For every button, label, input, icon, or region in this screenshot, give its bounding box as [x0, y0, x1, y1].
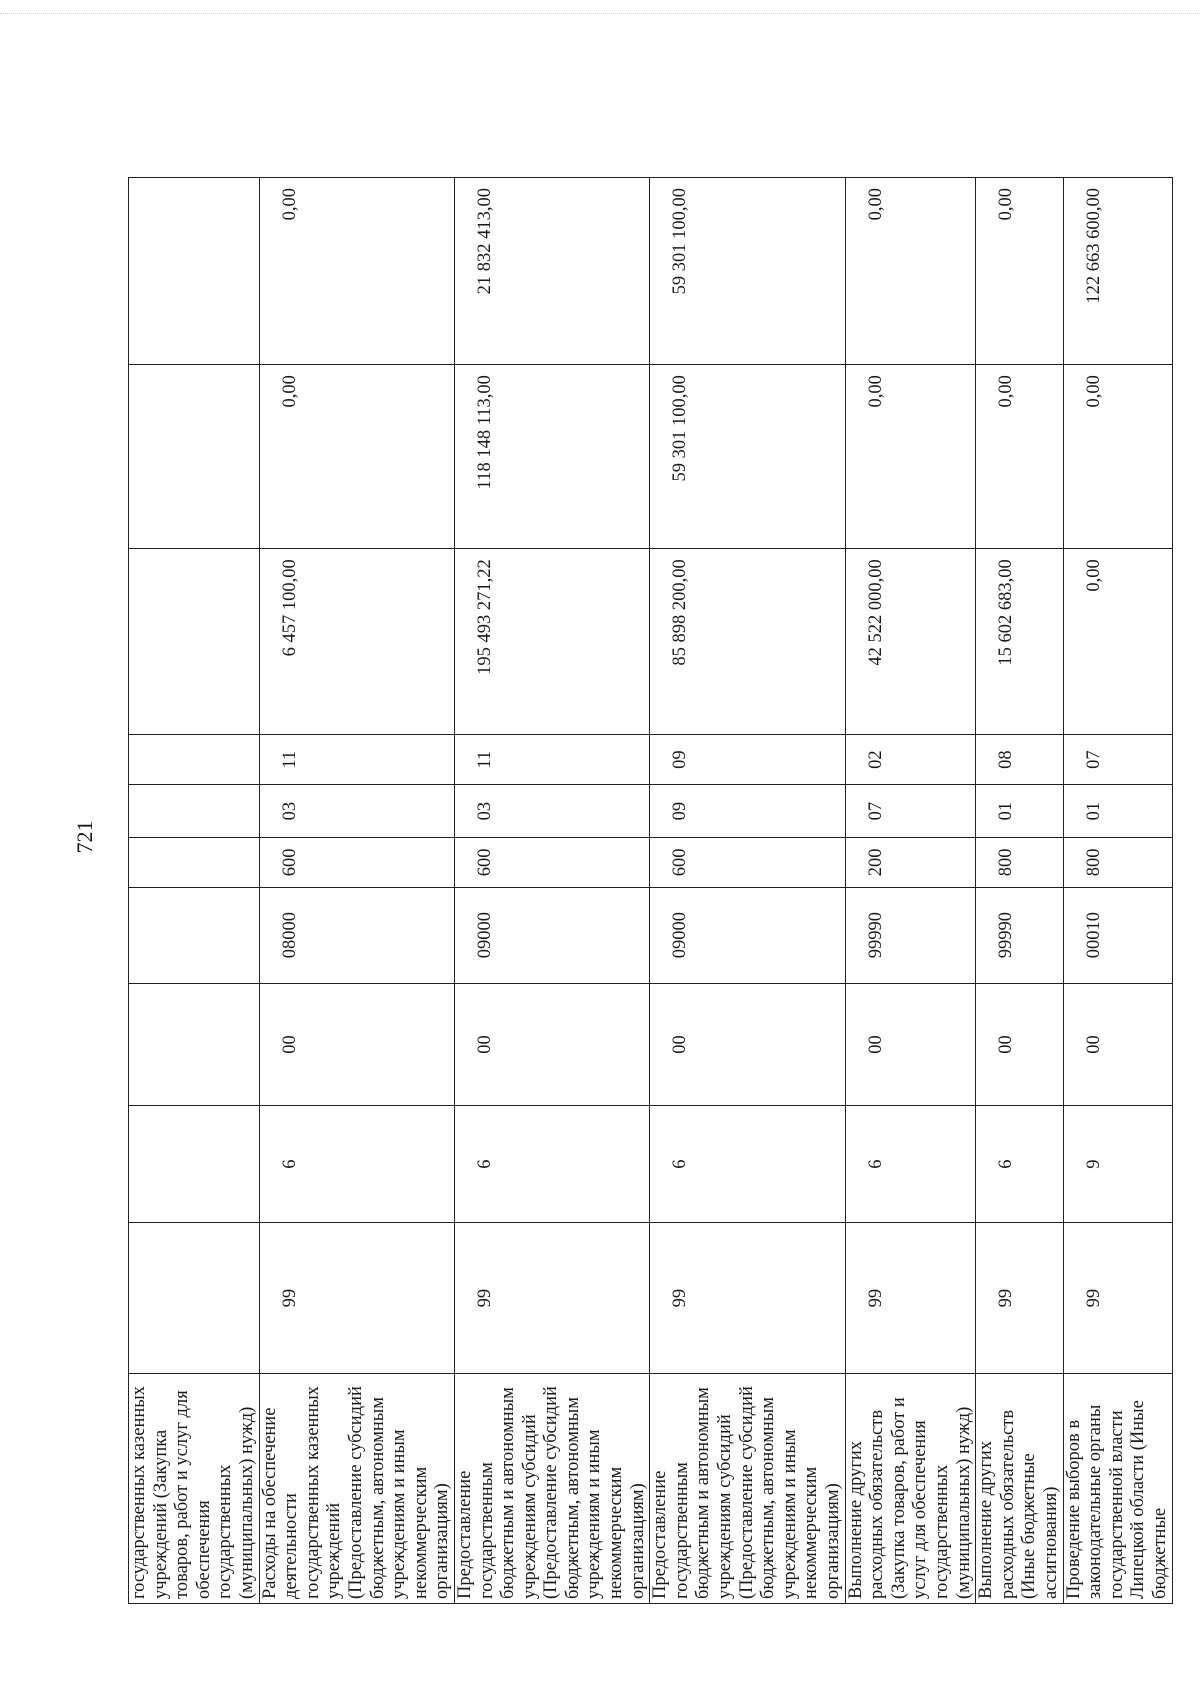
cell-amount-year3: 21 832 413,00 — [454, 178, 649, 365]
cell-code-direction — [129, 887, 260, 983]
cell-code-subprogram: 6 — [650, 1106, 845, 1222]
cell-code-main-activity: 00 — [259, 983, 454, 1106]
cell-code-subsection: 08 — [976, 735, 1063, 785]
cell-amount-year1: 195 493 271,22 — [454, 549, 649, 735]
row-description: Предоставление государственным бюджетным и автономным учреждениям субсидий (Предоставление субсидий бюджетным, автономным учреждениям и иным некоммерческим организациям) — [650, 1374, 845, 1604]
cell-amount-year1: 6 457 100,00 — [259, 549, 454, 735]
cell-code-direction: 08000 — [259, 887, 454, 983]
cell-code-subprogram: 9 — [1063, 1106, 1172, 1222]
cell-amount-year3: 122 663 600,00 — [1063, 178, 1172, 365]
cell-code-direction: 00010 — [1063, 887, 1172, 983]
cell-amount-year1: 15 602 683,00 — [976, 549, 1063, 735]
cell-amount-year3: 0,00 — [259, 178, 454, 365]
cell-amount-year2 — [129, 365, 260, 549]
cell-code-section: 03 — [454, 784, 649, 837]
cell-code-section: 01 — [1063, 784, 1172, 837]
row-description: Проведение выборов в законодательные органы государственной власти Липецкой области (Иные бюджетные — [1063, 1374, 1172, 1604]
cell-amount-year1: 42 522 000,00 — [845, 549, 976, 735]
cell-code-main-activity: 00 — [650, 983, 845, 1106]
cell-code-program: 99 — [1063, 1222, 1172, 1373]
cell-amount-year3: 59 301 100,00 — [650, 178, 845, 365]
cell-code-section: 01 — [976, 784, 1063, 837]
row-description: Расходы на обеспечение деятельности государственных казенных учреждений (Предоставление субсидий бюджетным, автономным учреждениям и иным некоммерческим организациям) — [259, 1374, 454, 1604]
cell-code-subsection: 09 — [650, 735, 845, 785]
cell-code-section: 07 — [845, 784, 976, 837]
cell-code-section: 09 — [650, 784, 845, 837]
cell-amount-year2: 59 301 100,00 — [650, 365, 845, 549]
cell-code-direction: 09000 — [454, 887, 649, 983]
cell-code-direction: 99990 — [976, 887, 1063, 983]
cell-amount-year3: 0,00 — [845, 178, 976, 365]
cell-amount-year2: 0,00 — [845, 365, 976, 549]
cell-amount-year1: 0,00 — [1063, 549, 1172, 735]
cell-code-subprogram: 6 — [976, 1106, 1063, 1222]
cell-code-main-activity: 00 — [454, 983, 649, 1106]
cell-code-main-activity: 00 — [845, 983, 976, 1106]
cell-code-section: 03 — [259, 784, 454, 837]
table-row — [650, 178, 845, 1604]
row-description: Выполнение других расходных обязательств (Закупка товаров, работ и услуг для обеспечения государственных (муниципальных) нужд) — [845, 1374, 976, 1604]
row-description: государственных казенных учреждений (Закупка товаров, работ и услуг для обеспечения государственных (муниципальных) нужд) — [129, 1374, 260, 1604]
cell-code-subsection: 02 — [845, 735, 976, 785]
row-description: Предоставление государственным бюджетным и автономным учреждениям субсидий (Предоставление субсидий бюджетным, автономным учреждениям и иным некоммерческим организациям) — [454, 1374, 649, 1604]
cell-code-main-activity: 00 — [976, 983, 1063, 1106]
cell-code-program: 99 — [259, 1222, 454, 1373]
cell-code-program — [129, 1222, 260, 1373]
cell-amount-year3 — [129, 178, 260, 365]
cell-code-expense-type — [129, 838, 260, 887]
row-description: Выполнение других расходных обязательств (Иные бюджетные ассигнования) — [976, 1374, 1063, 1604]
cell-code-expense-type: 200 — [845, 838, 976, 887]
cell-code-program: 99 — [845, 1222, 976, 1373]
cell-amount-year2: 118 148 113,00 — [454, 365, 649, 549]
cell-code-subprogram: 6 — [845, 1106, 976, 1222]
cell-code-direction: 99990 — [845, 887, 976, 983]
cell-code-section — [129, 784, 260, 837]
cell-code-program: 99 — [650, 1222, 845, 1373]
cell-code-direction: 09000 — [650, 887, 845, 983]
cell-amount-year2: 0,00 — [259, 365, 454, 549]
table-row — [1063, 178, 1172, 1604]
table-row — [454, 178, 649, 1604]
cell-code-program: 99 — [454, 1222, 649, 1373]
table-row — [845, 178, 976, 1604]
cell-code-subprogram — [129, 1106, 260, 1222]
page-number: 721 — [72, 820, 97, 854]
budget-table — [128, 177, 1173, 1604]
cell-code-main-activity — [129, 983, 260, 1106]
cell-code-main-activity: 00 — [1063, 983, 1172, 1106]
cell-code-subsection: 07 — [1063, 735, 1172, 785]
cell-amount-year2: 0,00 — [976, 365, 1063, 549]
cell-code-expense-type: 800 — [976, 838, 1063, 887]
scan-edge-line — [0, 13, 1200, 14]
cell-code-program: 99 — [976, 1222, 1063, 1373]
table-row — [976, 178, 1063, 1604]
cell-code-subprogram: 6 — [454, 1106, 649, 1222]
table-row — [259, 178, 454, 1604]
cell-code-expense-type: 600 — [454, 838, 649, 887]
cell-code-subsection: 11 — [454, 735, 649, 785]
cell-code-expense-type: 600 — [259, 838, 454, 887]
cell-amount-year3: 0,00 — [976, 178, 1063, 365]
cell-amount-year1 — [129, 549, 260, 735]
cell-code-expense-type: 800 — [1063, 838, 1172, 887]
cell-amount-year2: 0,00 — [1063, 365, 1172, 549]
rotated-content — [0, 177, 1200, 1697]
cell-amount-year1: 85 898 200,00 — [650, 549, 845, 735]
table-row — [129, 178, 260, 1604]
cell-code-expense-type: 600 — [650, 838, 845, 887]
cell-code-subprogram: 6 — [259, 1106, 454, 1222]
cell-code-subsection: 11 — [259, 735, 454, 785]
cell-code-subsection — [129, 735, 260, 785]
